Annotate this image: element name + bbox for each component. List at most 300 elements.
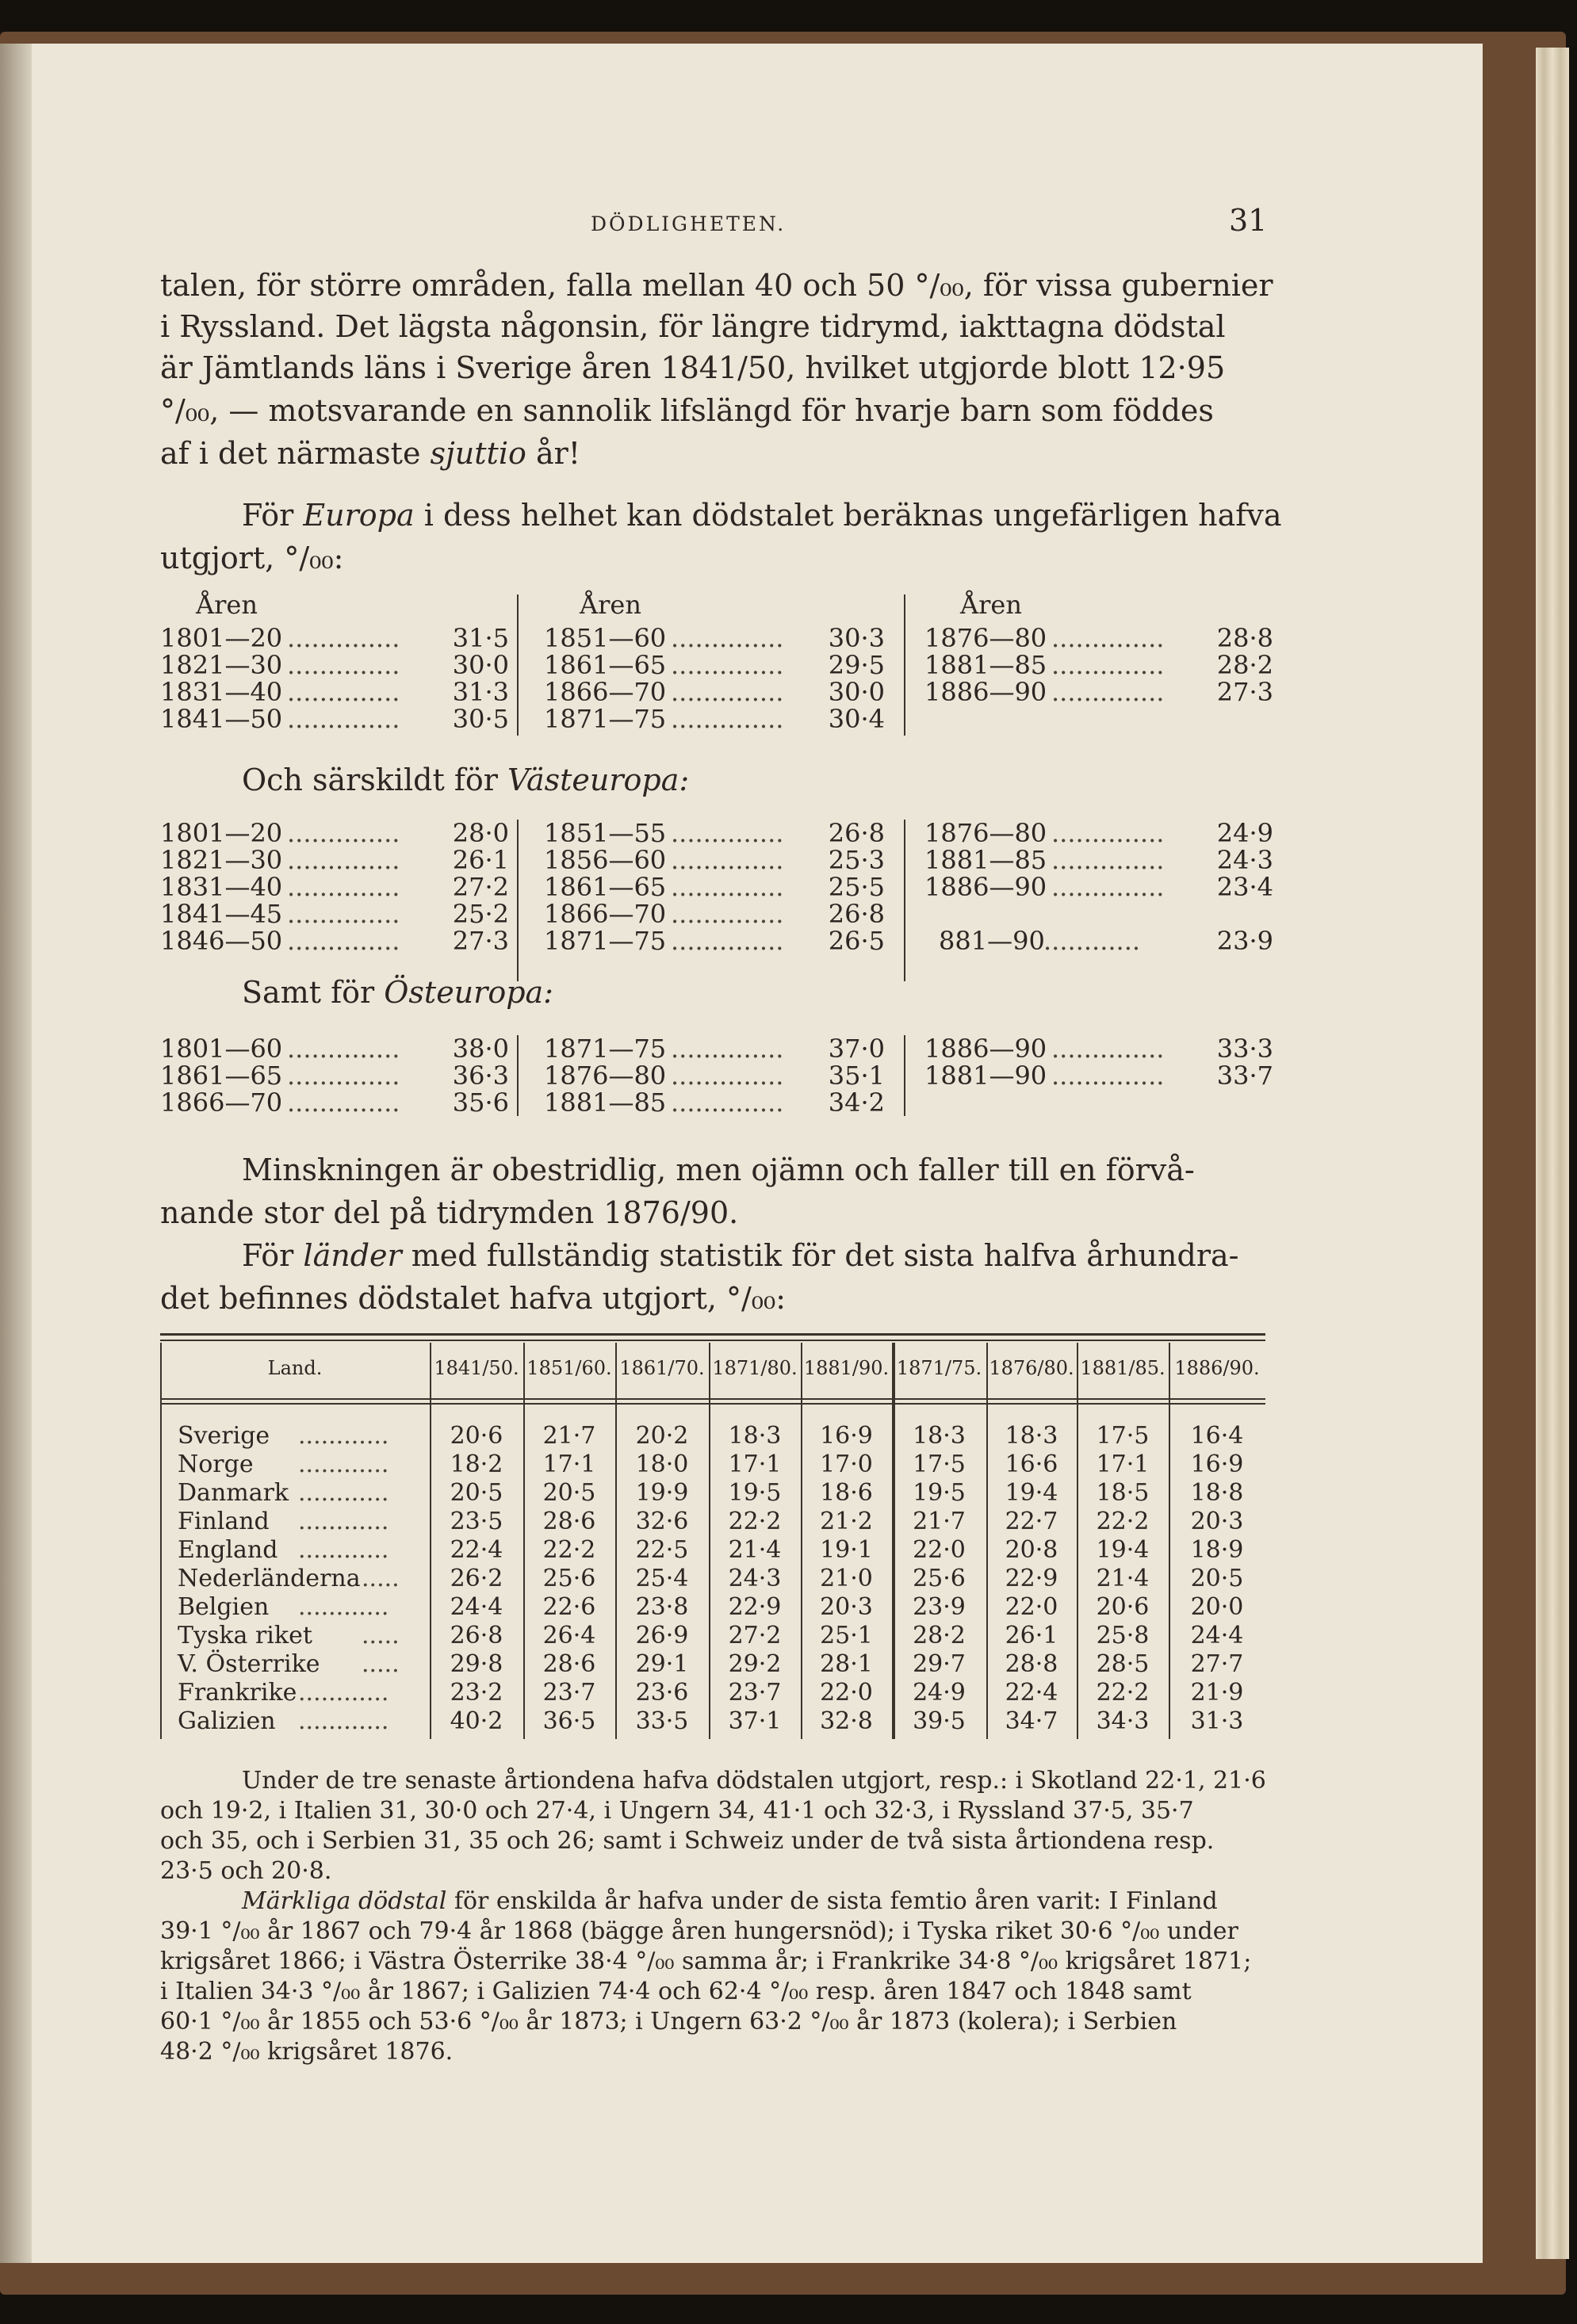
- table-cell: 19·9: [635, 1479, 689, 1507]
- period-row: [544, 900, 885, 927]
- table-cell: 22·2: [1096, 1679, 1150, 1707]
- table-cell: 25·8: [1096, 1622, 1150, 1649]
- header-period: 1841/50.: [434, 1357, 519, 1379]
- footnote2-line5: 60·1 °/₀₀ år 1855 och 53·6 °/₀₀ år 1873; i Ungern 63·2 °/₀₀ år 1873 (kolera); i Serbien: [160, 2008, 1177, 2035]
- column-rule: [904, 1035, 905, 1116]
- period-label: 1841—50: [160, 704, 283, 734]
- period-row: [160, 820, 509, 847]
- table-cell: 23·6: [635, 1679, 689, 1707]
- table-cell: 25·4: [635, 1565, 689, 1592]
- dot-leader: ............: [298, 1508, 389, 1535]
- table-cell: 17·0: [820, 1451, 873, 1478]
- table-cell: 24·9: [913, 1679, 966, 1707]
- dot-leader: ..............: [1051, 872, 1165, 902]
- rate-value: 30·3: [828, 623, 885, 653]
- country-label: Frankrike: [178, 1679, 297, 1707]
- table-cell: 26·4: [542, 1622, 596, 1649]
- period-row: [544, 625, 885, 652]
- table-cell: 17·1: [1096, 1451, 1150, 1478]
- table-cell: 22·2: [1096, 1508, 1150, 1535]
- country-name: [178, 1707, 389, 1735]
- table-cell: 24·4: [1190, 1622, 1244, 1649]
- table-cell: 21·2: [820, 1508, 873, 1535]
- table-header-rule: [160, 1398, 1265, 1400]
- period-row: [544, 1035, 885, 1062]
- country-label: Tyska riket: [178, 1622, 312, 1649]
- table-cell: 18·3: [728, 1422, 782, 1450]
- dot-leader: ............: [298, 1707, 389, 1735]
- dot-leader: ............: [298, 1479, 389, 1507]
- period-label: 1821—30: [160, 650, 283, 680]
- header-period: 1881/90.: [803, 1357, 890, 1379]
- period-row: [924, 652, 1273, 678]
- table-cell: 18·0: [635, 1451, 689, 1478]
- footnote1-line1: Under de tre senaste årtiondena hafva dödstalen utgjort, resp.: i Skotland 22·1, 21·6: [242, 1767, 1266, 1795]
- dot-leader: ............: [298, 1422, 389, 1450]
- table-cell: 21·7: [913, 1508, 966, 1535]
- period-row: [160, 705, 509, 732]
- country-name: [178, 1422, 389, 1450]
- table-cell: 22·5: [635, 1536, 689, 1564]
- dot-leader: ..............: [287, 899, 400, 929]
- period-label: 1861—65: [544, 650, 667, 680]
- table-cell: 20·5: [542, 1479, 596, 1507]
- period-label: 1876—80: [924, 623, 1047, 653]
- rate-value: 26·8: [828, 818, 885, 848]
- rate-value: 23·9: [1216, 926, 1273, 956]
- period-label: 881—90: [939, 926, 1045, 956]
- table-cell: 28·2: [913, 1622, 966, 1649]
- header-period: 1861/70.: [619, 1357, 705, 1379]
- table-cell: 22·4: [1005, 1679, 1058, 1707]
- period-label: 1886—90: [924, 872, 1047, 902]
- dot-leader: ..............: [671, 650, 784, 680]
- dot-leader: ..............: [671, 704, 784, 734]
- table-cell: 23·7: [728, 1679, 782, 1707]
- table-cell: 31·3: [1190, 1707, 1244, 1735]
- table-cell: 19·5: [728, 1479, 782, 1507]
- period-row: [160, 625, 509, 652]
- table-cell: 17·5: [1096, 1422, 1150, 1450]
- table-cell: 22·6: [542, 1593, 596, 1621]
- dot-leader: ..............: [287, 623, 400, 653]
- table-cell: 25·1: [820, 1622, 873, 1649]
- table-cell: 20·0: [1190, 1593, 1244, 1621]
- country-name: [178, 1451, 389, 1478]
- period-row: [544, 652, 885, 678]
- table-cell: 23·2: [450, 1679, 503, 1707]
- rate-value: 33·3: [1216, 1034, 1273, 1064]
- table-cell: 22·9: [728, 1593, 782, 1621]
- period-row: [160, 927, 509, 954]
- dot-leader: ..............: [287, 1061, 400, 1091]
- period-label: 1856—60: [544, 845, 667, 875]
- column-rule: [160, 1343, 162, 1739]
- period-row: [924, 927, 1273, 954]
- table-top-rule-inner: [160, 1340, 1265, 1341]
- table-cell: 23·9: [913, 1593, 966, 1621]
- dot-leader: ............: [298, 1451, 389, 1478]
- table-cell: 21·9: [1190, 1679, 1244, 1707]
- dot-leader: ..............: [287, 926, 400, 956]
- footnote2-line1: Märkliga dödstal för enskilda år hafva under de sista femtio åren varit: I Finland: [242, 1887, 1218, 1915]
- table-cell: 22·2: [542, 1536, 596, 1564]
- table-cell: 32·8: [820, 1707, 873, 1735]
- rate-value: 36·3: [452, 1061, 509, 1091]
- rate-value: 24·3: [1216, 845, 1273, 875]
- rate-value: 28·0: [452, 818, 509, 848]
- column-header: Åren: [960, 590, 1022, 620]
- period-row: [544, 1062, 885, 1089]
- table-cell: 17·1: [542, 1451, 596, 1478]
- table-cell: 20·6: [1096, 1593, 1150, 1621]
- table-cell: 27·7: [1190, 1650, 1244, 1678]
- dot-leader: ..............: [287, 845, 400, 875]
- dot-leader: ............: [1043, 926, 1141, 956]
- table-cell: 19·5: [913, 1479, 966, 1507]
- table-cell: 19·4: [1005, 1479, 1058, 1507]
- rate-value: 27·3: [1216, 677, 1273, 707]
- para1-line2: i Ryssland. Det lägsta någonsin, för längre tidrymd, iakttagna dödstal: [160, 309, 1226, 344]
- table-top-rule: [160, 1333, 1265, 1336]
- footnote1-line3: och 35, och i Serbien 31, 35 och 26; samt i Schweiz under de två sista årtiondena resp.: [160, 1827, 1215, 1855]
- table-cell: 28·5: [1096, 1650, 1150, 1678]
- period-row: [160, 1035, 509, 1062]
- period-label: 1881—85: [544, 1087, 667, 1118]
- period-row: [544, 873, 885, 900]
- dot-leader: ..............: [671, 845, 784, 875]
- dot-leader: ..............: [671, 926, 784, 956]
- period-row: [160, 1062, 509, 1089]
- table-cell: 26·8: [450, 1622, 503, 1649]
- dot-leader: ..............: [1051, 623, 1165, 653]
- rate-value: 26·8: [828, 899, 885, 929]
- table-cell: 34·7: [1005, 1707, 1058, 1735]
- period-label: 1801—60: [160, 1034, 283, 1064]
- column-rule: [517, 594, 519, 736]
- table-cell: 26·9: [635, 1622, 689, 1649]
- rate-value: 29·5: [828, 650, 885, 680]
- country-name: [178, 1622, 400, 1649]
- country-label: Nederländerna: [178, 1565, 361, 1592]
- country-name: [178, 1650, 400, 1678]
- country-label: V. Österrike: [178, 1650, 320, 1678]
- dot-leader: ..............: [287, 677, 400, 707]
- table-cell: 20·3: [820, 1593, 873, 1621]
- column-rule: [517, 820, 519, 981]
- rate-value: 28·2: [1216, 650, 1273, 680]
- period-label: 1881—85: [924, 845, 1047, 875]
- period-row: [544, 847, 885, 873]
- dot-leader: ..............: [671, 872, 784, 902]
- period-row: [160, 652, 509, 678]
- period-label: 1866—70: [544, 677, 667, 707]
- table-cell: 22·9: [1005, 1565, 1058, 1592]
- table-cell: 27·2: [728, 1622, 782, 1649]
- table-cell: 16·9: [820, 1422, 873, 1450]
- rate-value: 31·5: [452, 623, 509, 653]
- table-cell: 20·2: [635, 1422, 689, 1450]
- table-cell: 17·1: [728, 1451, 782, 1478]
- period-label: 1866—70: [160, 1087, 283, 1118]
- header-period: 1886/90.: [1174, 1357, 1260, 1379]
- table-cell: 22·2: [728, 1508, 782, 1535]
- period-label: 1801—20: [160, 623, 283, 653]
- country-label: Sverige: [178, 1422, 270, 1450]
- header-period: 1881/85.: [1080, 1357, 1166, 1379]
- table-cell: 20·6: [450, 1422, 503, 1450]
- period-label: 1851—60: [544, 623, 667, 653]
- table-cell: 22·7: [1005, 1508, 1058, 1535]
- column-header: Åren: [196, 590, 258, 620]
- period-row: [544, 1089, 885, 1116]
- period-row: [160, 900, 509, 927]
- period-label: 1871—75: [544, 1034, 667, 1064]
- table-cell: 21·7: [542, 1422, 596, 1450]
- rate-value: 30·0: [452, 650, 509, 680]
- dot-leader: .....: [362, 1565, 400, 1592]
- table-cell: 18·5: [1096, 1479, 1150, 1507]
- country-label: Galizien: [178, 1707, 276, 1735]
- para1-line5: af i det närmaste sjuttio år!: [160, 436, 581, 471]
- table-cell: 37·1: [728, 1707, 782, 1735]
- table-cell: 18·8: [1190, 1479, 1244, 1507]
- table-cell: 18·2: [450, 1451, 503, 1478]
- dot-leader: ..............: [671, 899, 784, 929]
- period-label: 1881—90: [924, 1061, 1047, 1091]
- header-land: Land.: [267, 1357, 323, 1379]
- rate-value: 25·3: [828, 845, 885, 875]
- footnote2-line4: i Italien 34·3 °/₀₀ år 1867; i Galizien 74·4 och 62·4 °/₀₀ resp. åren 1847 och 1848 samt: [160, 1978, 1192, 2005]
- table-cell: 36·5: [542, 1707, 596, 1735]
- table-cell: 24·4: [450, 1593, 503, 1621]
- table-cell: 16·4: [1190, 1422, 1244, 1450]
- running-header: DÖDLIGHETEN.: [591, 212, 787, 235]
- table-cell: 16·9: [1190, 1451, 1244, 1478]
- table-cell: 18·3: [913, 1422, 966, 1450]
- rate-value: 25·2: [452, 899, 509, 929]
- para2-line2: utgjort, °/₀₀:: [160, 541, 344, 575]
- dot-leader: ..............: [1051, 845, 1165, 875]
- period-row: [924, 1035, 1273, 1062]
- rate-value: 30·0: [828, 677, 885, 707]
- table-cell: 28·6: [542, 1508, 596, 1535]
- rate-value: 26·5: [828, 926, 885, 956]
- period-row: [924, 678, 1273, 705]
- dot-leader: ..............: [1051, 818, 1165, 848]
- left-page-gutter: [0, 44, 32, 2263]
- table-cell: 23·8: [635, 1593, 689, 1621]
- dot-leader: ..............: [671, 623, 784, 653]
- dot-leader: .....: [362, 1650, 400, 1678]
- period-label: 1841—45: [160, 899, 283, 929]
- rate-value: 33·7: [1216, 1061, 1273, 1091]
- period-label: 1871—75: [544, 926, 667, 956]
- country-label: Finland: [178, 1508, 270, 1535]
- period-label: 1861—65: [544, 872, 667, 902]
- para3-line2: nande stor del på tidrymden 1876/90.: [160, 1195, 739, 1230]
- dot-leader: ..............: [671, 1087, 784, 1118]
- country-name: [178, 1565, 400, 1592]
- para3-line1: Minskningen är obestridlig, men ojämn och faller till en förvå-: [242, 1152, 1195, 1187]
- period-row: [924, 625, 1273, 652]
- period-row: [544, 705, 885, 732]
- footnote1-line2: och 19·2, i Italien 31, 30·0 och 27·4, i Ungern 34, 41·1 och 32·3, i Ryssland 37·5, 35·7: [160, 1797, 1194, 1825]
- column-rule: [904, 594, 905, 736]
- header-period: 1876/80.: [989, 1357, 1074, 1379]
- period-row: [544, 678, 885, 705]
- west-heading: Och särskildt för Västeuropa:: [242, 763, 690, 797]
- table-cell: 25·6: [913, 1565, 966, 1592]
- dot-leader: ..............: [287, 818, 400, 848]
- country-label: Belgien: [178, 1593, 270, 1621]
- dot-leader: ............: [298, 1679, 389, 1707]
- table-cell: 32·6: [635, 1508, 689, 1535]
- period-label: 1831—40: [160, 677, 283, 707]
- footnote1-line4: 23·5 och 20·8.: [160, 1857, 332, 1885]
- period-label: 1861—65: [160, 1061, 283, 1091]
- header-period: 1851/60.: [526, 1357, 612, 1379]
- country-name: [178, 1593, 389, 1621]
- dot-leader: ..............: [671, 1034, 784, 1064]
- rate-value: 27·2: [452, 872, 509, 902]
- table-cell: 24·3: [728, 1565, 782, 1592]
- rate-value: 38·0: [452, 1034, 509, 1064]
- country-label: Norge: [178, 1451, 254, 1478]
- table-cell: 29·2: [728, 1650, 782, 1678]
- table-cell: 21·0: [820, 1565, 873, 1592]
- period-label: 1851—55: [544, 818, 667, 848]
- east-heading: Samt för Östeuropa:: [242, 975, 553, 1010]
- country-label: England: [178, 1536, 278, 1564]
- period-label: 1821—30: [160, 845, 283, 875]
- rate-value: 34·2: [828, 1087, 885, 1118]
- table-cell: 33·5: [635, 1707, 689, 1735]
- dot-leader: ..............: [671, 677, 784, 707]
- period-label: 1871—75: [544, 704, 667, 734]
- table-cell: 21·4: [1096, 1565, 1150, 1592]
- header-period: 1871/75.: [896, 1357, 982, 1379]
- period-label: 1801—20: [160, 818, 283, 848]
- table-cell: 28·8: [1005, 1650, 1058, 1678]
- table-cell: 19·1: [820, 1536, 873, 1564]
- table-cell: 40·2: [450, 1707, 503, 1735]
- period-row: [160, 1089, 509, 1116]
- country-name: [178, 1679, 389, 1707]
- period-row: [924, 820, 1273, 847]
- rate-value: 35·6: [452, 1087, 509, 1118]
- dot-leader: ..............: [287, 704, 400, 734]
- table-cell: 26·2: [450, 1565, 503, 1592]
- footnote2-line3: krigsåret 1866; i Västra Österrike 38·4 °/₀₀ samma år; i Frankrike 34·8 °/₀₀ krigsåret 1871;: [160, 1947, 1252, 1975]
- dot-leader: ..............: [1051, 677, 1165, 707]
- para1-line3: är Jämtlands läns i Sverige åren 1841/50, hvilket utgjorde blott 12·95: [160, 350, 1226, 385]
- table-cell: 23·7: [542, 1679, 596, 1707]
- footnote2-line2: 39·1 °/₀₀ år 1867 och 79·4 år 1868 (bägge åren hungersnöd); i Tyska riket 30·6 °/₀₀ under: [160, 1917, 1238, 1945]
- dot-leader: ..............: [1051, 1034, 1165, 1064]
- table-cell: 26·1: [1005, 1622, 1058, 1649]
- dot-leader: ............: [298, 1593, 389, 1621]
- table-header-rule-inner: [160, 1403, 1265, 1405]
- rate-value: 28·8: [1216, 623, 1273, 653]
- country-name: [178, 1479, 389, 1507]
- column-rule: [517, 1035, 519, 1116]
- para4-line2: det befinnes dödstalet hafva utgjort, °/₀₀:: [160, 1281, 787, 1316]
- period-row: [544, 927, 885, 954]
- rate-value: 26·1: [452, 845, 509, 875]
- country-label: Danmark: [178, 1479, 289, 1507]
- country-name: [178, 1536, 389, 1564]
- period-label: 1846—50: [160, 926, 283, 956]
- period-label: 1831—40: [160, 872, 283, 902]
- rate-value: 27·3: [452, 926, 509, 956]
- page-number: 31: [1229, 203, 1268, 238]
- period-label: 1876—80: [924, 818, 1047, 848]
- table-cell: 21·4: [728, 1536, 782, 1564]
- period-row: [924, 1062, 1273, 1089]
- table-cell: 34·3: [1096, 1707, 1150, 1735]
- rate-value: 25·5: [828, 872, 885, 902]
- table-cell: 20·5: [450, 1479, 503, 1507]
- rate-value: 23·4: [1216, 872, 1273, 902]
- dot-leader: ..............: [287, 1034, 400, 1064]
- table-cell: 29·1: [635, 1650, 689, 1678]
- para1-line1: talen, för större områden, falla mellan 40 och 50 °/₀₀, för vissa gubernier: [160, 268, 1273, 303]
- period-row: [160, 873, 509, 900]
- rate-value: 24·9: [1216, 818, 1273, 848]
- period-row: [544, 820, 885, 847]
- para1-line4: °/₀₀, — motsvarande en sannolik lifslängd för hvarje barn som föddes: [160, 393, 1214, 428]
- dot-leader: ............: [298, 1536, 389, 1564]
- para2-line1: För Europa i dess helhet kan dödstalet beräknas ungefärligen hafva: [242, 498, 1282, 533]
- table-cell: 22·0: [913, 1536, 966, 1564]
- table-cell: 18·3: [1005, 1422, 1058, 1450]
- table-cell: 28·1: [820, 1650, 873, 1678]
- period-row: [924, 873, 1273, 900]
- footnote2-line6: 48·2 °/₀₀ krigsåret 1876.: [160, 2038, 454, 2066]
- period-label: 1876—80: [544, 1061, 667, 1091]
- table-cell: 29·7: [913, 1650, 966, 1678]
- rate-value: 30·5: [452, 704, 509, 734]
- table-cell: 20·8: [1005, 1536, 1058, 1564]
- table-cell: 22·0: [820, 1679, 873, 1707]
- rate-value: 37·0: [828, 1034, 885, 1064]
- table-cell: 23·5: [450, 1508, 503, 1535]
- period-row: [160, 847, 509, 873]
- column-rule: [904, 820, 905, 981]
- period-row: [924, 847, 1273, 873]
- table-cell: 25·6: [542, 1565, 596, 1592]
- rate-value: 35·1: [828, 1061, 885, 1091]
- table-cell: 22·4: [450, 1536, 503, 1564]
- table-cell: 22·0: [1005, 1593, 1058, 1621]
- header-period: 1871/80.: [712, 1357, 798, 1379]
- table-cell: 18·9: [1190, 1536, 1244, 1564]
- dot-leader: .....: [362, 1622, 400, 1649]
- table-cell: 20·5: [1190, 1565, 1244, 1592]
- country-name: [178, 1508, 389, 1535]
- period-label: 1866—70: [544, 899, 667, 929]
- table-cell: 28·6: [542, 1650, 596, 1678]
- period-row: [160, 678, 509, 705]
- table-cell: 19·4: [1096, 1536, 1150, 1564]
- dot-leader: ..............: [287, 872, 400, 902]
- para4-line1: För länder med fullständig statistik för det sista halfva århundra-: [242, 1238, 1239, 1273]
- dot-leader: ..............: [1051, 650, 1165, 680]
- period-label: 1886—90: [924, 677, 1047, 707]
- dot-leader: ..............: [287, 1087, 400, 1118]
- table-cell: 18·6: [820, 1479, 873, 1507]
